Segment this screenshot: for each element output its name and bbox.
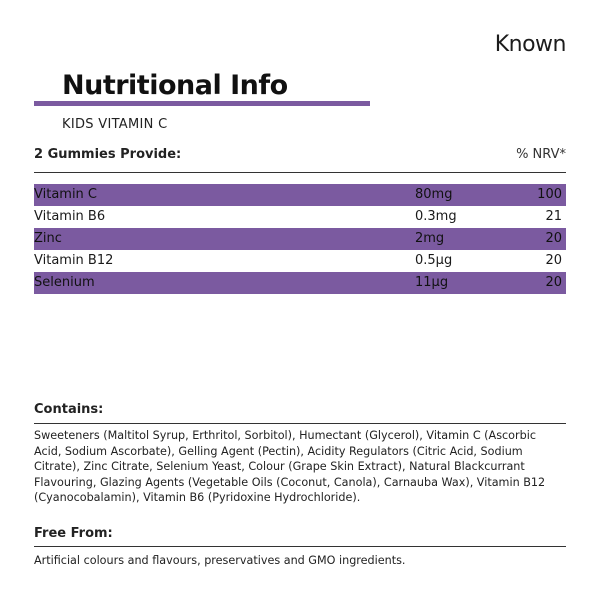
table-row (34, 228, 566, 250)
divider (34, 172, 566, 173)
nutrient-name: Vitamin C (34, 187, 98, 202)
table-row (34, 184, 566, 206)
nutrient-table (34, 184, 566, 294)
page-title: Nutritional Info (62, 70, 288, 101)
nutrient-amount: 80mg (415, 187, 453, 202)
table-row (34, 272, 566, 294)
nutrient-name: Vitamin B6 (34, 209, 106, 224)
nutrient-name: Selenium (34, 275, 95, 290)
free-from-heading: Free From: (34, 526, 113, 541)
nutrient-name: Vitamin B12 (34, 253, 114, 268)
nutrient-nrv: 20 (545, 253, 562, 268)
contains-heading: Contains: (34, 402, 104, 417)
table-row (34, 206, 566, 228)
nutrient-amount: 2mg (415, 231, 445, 246)
free-from-text: Artificial colours and flavours, preservatives and GMO ingredients. (34, 554, 406, 567)
nutrient-nrv: 20 (545, 231, 562, 246)
nutrient-amount: 0.3mg (415, 209, 457, 224)
divider (34, 546, 566, 547)
nutrient-nrv: 100 (537, 187, 562, 202)
nrv-label: % NRV* (516, 147, 566, 162)
table-row (34, 250, 566, 272)
nutrient-nrv: 20 (545, 275, 562, 290)
divider (34, 423, 566, 424)
nutrient-nrv: 21 (545, 209, 562, 224)
contains-text: Sweeteners (Maltitol Syrup, Erthritol, Sorbitol), Humectant (Glycerol), Vitamin C (Ascorbic Acid, Sodium Ascorbate), Gelling Agent (Pectin), Acidity Regulators (Citric Acid, Sodium Citrate), Zinc Citrate, Selenium Yeast, Colour (Grape Skin Extract), Natural Blackcurrant Flavouring, Glazing Agents (Vegetable Oils (Coconut, Canola), Carnauba Wax), Vitamin B12 (Cyanocobalamin), Vitamin B6 (Pyridoxine Hydrochloride). (34, 429, 546, 504)
brand-logo: Known (494, 32, 566, 57)
nutrient-amount: 11µg (415, 275, 449, 290)
product-name: KIDS VITAMIN C (62, 117, 168, 132)
nutrient-amount: 0.5µg (415, 253, 453, 268)
nutrient-name: Zinc (34, 231, 62, 246)
title-underline (34, 101, 370, 106)
serving-label: 2 Gummies Provide: (34, 147, 182, 162)
